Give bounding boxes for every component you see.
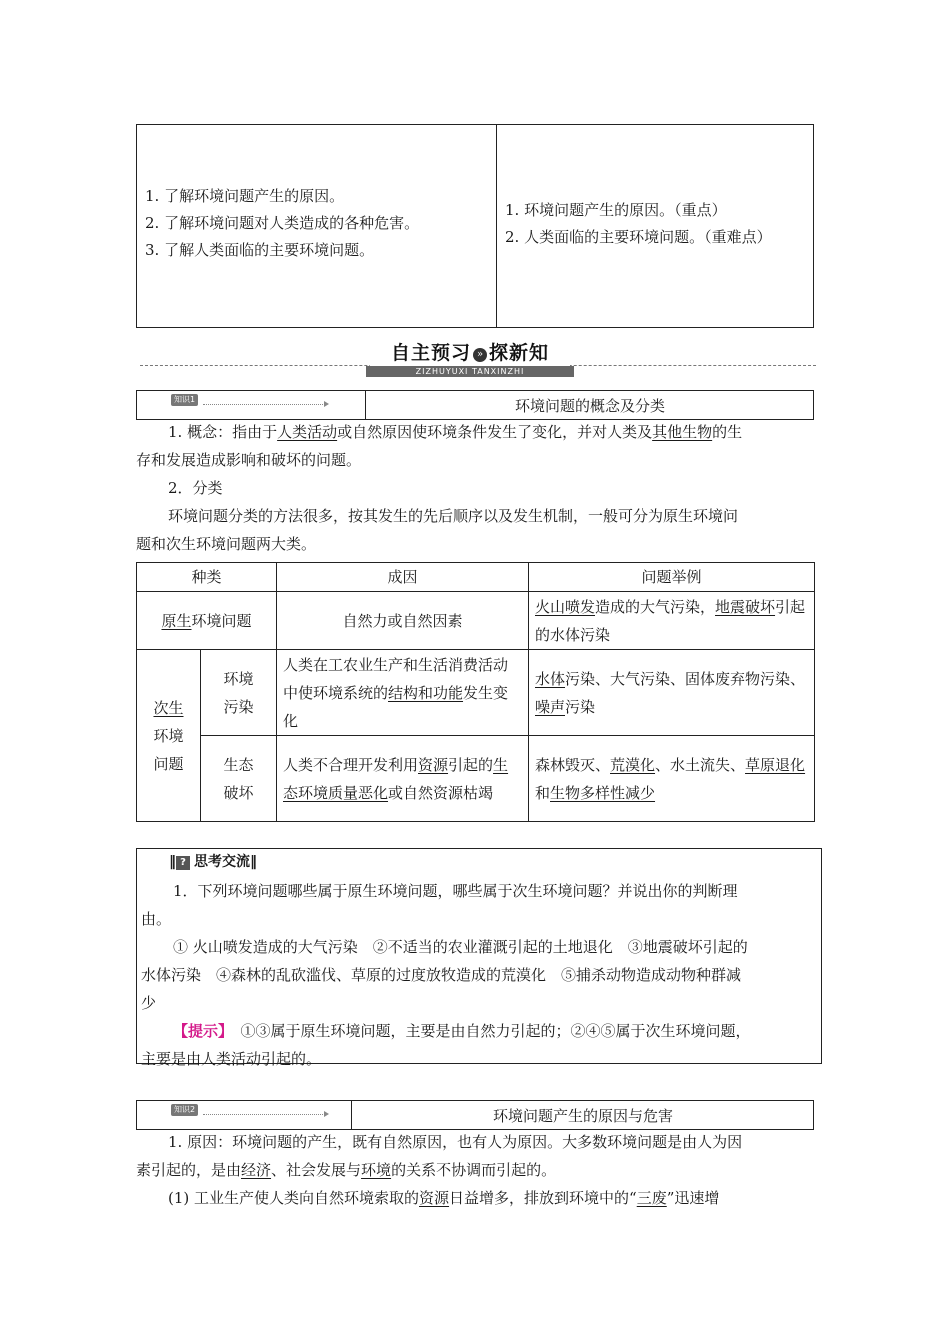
think-header: ‖ ? 思考交流‖ <box>169 854 257 870</box>
table-header-row <box>137 563 815 592</box>
goal-1: 1. 了解环境问题产生的原因。 <box>145 187 345 205</box>
example-primary <box>529 592 815 650</box>
cause-pollution <box>277 650 529 736</box>
example-pollution-u2: 噪声 <box>535 697 566 716</box>
industry-line <box>168 1184 719 1212</box>
cause-primary: 自然力或自然因素 <box>277 592 529 650</box>
example-pollution-mid: 污染、大气污染、固体废弃物污染、 <box>565 669 806 688</box>
industry-u1: 资源 <box>419 1189 450 1207</box>
example-destruction-a: 森林毁灭、 <box>535 755 611 774</box>
knowledge-2-title: 环境问题产生的原因与危害 <box>492 1107 673 1125</box>
industry-a: (1) 工业生产使人类向自然环境索取的 <box>168 1189 420 1207</box>
kind-secondary-rest-1: 环境 <box>153 726 184 745</box>
think-items-line-1: ① 火山喷发造成的大气污染 ②不适当的农业灌溉引起的土地退化 ③地震破坏引起的 <box>173 938 748 956</box>
example-destruction-u1: 荒漠化 <box>610 755 656 774</box>
cause-destruction-c: 或自然资源枯竭 <box>388 783 494 802</box>
concept-text-a: 1. 概念：指由于 <box>168 423 278 441</box>
kind-primary-rest: 环境问题 <box>191 611 252 630</box>
table-row <box>137 736 815 822</box>
concept-underline-2: 其他生物 <box>652 423 713 441</box>
sub-destruction-2: 破坏 <box>223 783 254 802</box>
think-items-line-2: 水体污染 ④森林的乱砍滥伐、草原的过度放牧造成的荒漠化 ⑤捕杀动物造成动物种群减 <box>141 966 742 984</box>
cause-line-2 <box>136 1156 556 1184</box>
kind-secondary <box>137 650 201 822</box>
industry-b: 日益增多，排放到环境中的“ <box>449 1189 637 1207</box>
knowledge-1-tag: 知识1 <box>171 394 198 406</box>
concept-paragraph <box>168 418 818 446</box>
cause-line-2-u2: 环境 <box>361 1161 392 1179</box>
arrow-line-icon <box>203 1114 327 1115</box>
sub-pollution-2: 污染 <box>223 697 254 716</box>
example-pollution-end: 污染 <box>565 697 596 716</box>
key-point-2: 2. 人类面临的主要环境问题。（重难点） <box>505 228 772 246</box>
classification-line-1: 环境问题分类的方法很多，按其发生的先后顺序以及发生机制，一般可分为原生环境问 <box>168 507 739 525</box>
objectives-table <box>136 124 814 328</box>
table-row <box>137 592 815 650</box>
think-question-line-1: 1．下列环境问题哪些属于原生环境问题，哪些属于次生环境问题？并说出你的判断理 <box>173 882 738 900</box>
industry-u2: 三废 <box>636 1189 667 1207</box>
cause-destruction-u2: 生态环境质量恶化 <box>283 755 509 802</box>
think-exchange-box <box>136 848 822 1068</box>
think-question-line-2: 由。 <box>141 910 172 928</box>
arrow-line-icon <box>203 404 327 405</box>
example-destruction <box>529 736 815 822</box>
cause-destruction-a: 人类不合理开发利用 <box>283 755 419 774</box>
cause-pollution-b: 发生变化 <box>283 683 509 730</box>
goal-2: 2. 了解环境问题对人类造成的各种危害。 <box>145 214 420 232</box>
knowledge-1-title: 环境问题的概念及分类 <box>514 397 665 415</box>
question-icon: ? <box>176 856 190 870</box>
knowledge-2-tag: 知识2 <box>171 1104 198 1116</box>
key-points <box>505 197 772 251</box>
cause-destruction <box>277 736 529 822</box>
sub-pollution-1: 环境 <box>223 669 254 688</box>
example-destruction-c: 和 <box>535 783 551 802</box>
sub-destruction <box>201 736 277 822</box>
example-primary-u2: 地震破坏 <box>715 597 776 616</box>
banner-title-b: 探新知 <box>489 342 550 364</box>
learning-goals <box>145 183 419 264</box>
banner-pinyin: ZIZHUYUXI TANXINZHI <box>366 366 574 377</box>
kind-secondary-rest-2: 问题 <box>153 754 184 773</box>
key-point-1: 1. 环境问题产生的原因。（重点） <box>505 201 727 219</box>
example-primary-mid: 造成的大气污染， <box>595 597 716 616</box>
knowledge-2-bar <box>136 1100 814 1130</box>
concept-line-2: 存和发展造成影响和破坏的问题。 <box>136 451 362 469</box>
example-destruction-u3: 生物多样性减少 <box>550 783 656 802</box>
classification-heading: 2．分类 <box>168 479 223 497</box>
classification-table <box>136 562 815 822</box>
think-hint-line-1 <box>141 1017 817 1045</box>
cause-destruction-u1: 资源 <box>418 755 449 774</box>
think-items-line-3: 少 <box>141 994 157 1012</box>
cause-line-2-b: 、社会发展与 <box>271 1161 362 1179</box>
header-example: 问题举例 <box>529 563 815 592</box>
kind-primary-underline: 原生 <box>161 611 192 630</box>
sub-destruction-1: 生态 <box>223 755 254 774</box>
cause-pollution-a: 人类在工农业生产和生活消费活动中使环境系统的 <box>283 655 509 702</box>
example-destruction-b: 、水土流失、 <box>655 755 746 774</box>
banner-title-box <box>370 338 570 368</box>
cause-pollution-underline: 结构和功能 <box>388 683 464 702</box>
objectives-divider <box>496 125 497 327</box>
example-primary-u1: 火山喷发 <box>535 597 596 616</box>
header-cause: 成因 <box>277 563 529 592</box>
sub-pollution <box>201 650 277 736</box>
section-banner <box>140 338 816 378</box>
think-hint-line-2: 主要是由人类活动引起的。 <box>141 1050 322 1068</box>
industry-c: ”迅速增 <box>666 1189 720 1207</box>
think-title: 思考交流 <box>194 854 250 870</box>
table-row <box>137 650 815 736</box>
example-primary-end: 引起的水体污染 <box>535 597 806 644</box>
cause-line-2-c: 的关系不协调而引起的。 <box>391 1161 557 1179</box>
kind-secondary-underline: 次生 <box>153 698 184 717</box>
hint-label: 【提示】 <box>173 1022 226 1040</box>
cause-line-2-a: 素引起的，是由 <box>136 1161 242 1179</box>
knowledge-1-bar <box>136 390 814 420</box>
cause-line-2-u1: 经济 <box>241 1161 272 1179</box>
example-destruction-u2: 草原退化 <box>745 755 806 774</box>
concept-text-b: 或自然原因使环境条件发生了变化，并对人类及 <box>337 423 653 441</box>
cause-line-1: 1. 原因：环境问题的产生，既有自然原因，也有人为原因。大多数环境问题是由人为因 <box>168 1133 743 1151</box>
header-kind: 种类 <box>137 563 277 592</box>
banner-title-a: 自主预习 <box>390 342 471 364</box>
hint-text-1: ①③属于原生环境问题，主要是由自然力引起的；②④⑤属于次生环境问题， <box>225 1022 751 1040</box>
classification-line-2: 题和次生环境问题两大类。 <box>136 535 317 553</box>
think-body <box>141 877 817 1073</box>
cause-destruction-b: 引起的 <box>448 755 494 774</box>
concept-underline-1: 人类活动 <box>277 423 338 441</box>
goal-3: 3. 了解人类面临的主要环境问题。 <box>145 241 375 259</box>
example-pollution-u1: 水体 <box>535 669 566 688</box>
concept-text-c: 的生 <box>712 423 743 441</box>
kind-primary <box>137 592 277 650</box>
double-chevron-icon: » <box>473 348 487 362</box>
example-pollution <box>529 650 815 736</box>
